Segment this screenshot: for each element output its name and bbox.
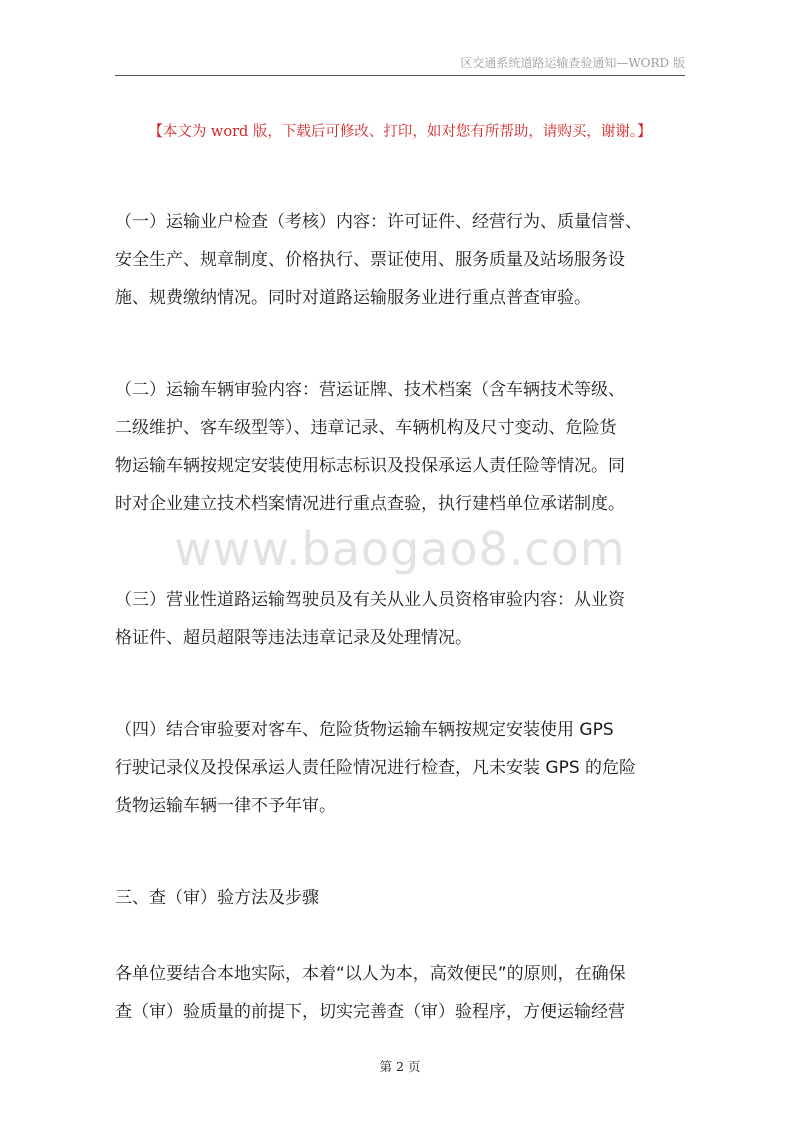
paragraph-driver-qualification bbox=[115, 581, 687, 657]
paragraph-line: （一）运输业户检查（考核）内容：许可证件、经营行为、质量信誉、 bbox=[115, 212, 642, 232]
paragraph-line: 施、规费缴纳情况。同时对道路运输服务业进行重点普查审验。 bbox=[115, 288, 591, 308]
paragraph-transport-operator-inspection bbox=[115, 203, 687, 317]
paragraph-line: 行驶记录仪及投保承运人责任险情况进行检查，凡未安装 GPS 的危险 bbox=[115, 758, 637, 778]
paragraph-gps-requirement bbox=[115, 711, 687, 825]
purchase-notice: 【本文为 word 版，下载后可修改、打印，如对您有所帮助，请购买，谢谢。】 bbox=[148, 124, 652, 140]
paragraph-line: 货物运输车辆一律不予年审。 bbox=[115, 796, 336, 816]
paragraph-line: 各单位要结合本地实际，本着“以人为本，高效便民”的原则，在确保 bbox=[115, 964, 626, 984]
paragraph-line: 安全生产、规章制度、价格执行、票证使用、服务质量及站场服务设 bbox=[115, 250, 625, 270]
paragraph-line: （三）营业性道路运输驾驶员及有关从业人员资格审验内容：从业资 bbox=[115, 590, 625, 610]
paragraph-line: （二）运输车辆审验内容：营运证牌、技术档案（含车辆技术等级、 bbox=[115, 380, 625, 400]
paragraph-line: （四）结合审验要对客车、危险货物运输车辆按规定安装使用 GPS bbox=[115, 720, 614, 740]
paragraph-line: 物运输车辆按规定安装使用标志标识及投保承运人责任险等情况。同 bbox=[115, 456, 625, 476]
paragraph-line: 格证件、超员超限等违法违章记录及处理情况。 bbox=[115, 628, 472, 648]
section-heading-text: 三、查（审）验方法及步骤 bbox=[115, 888, 319, 908]
paragraph-line: 时对企业建立技术档案情况进行重点查验，执行建档单位承诺制度。 bbox=[115, 494, 625, 514]
watermark: www.baogao8.com bbox=[174, 522, 626, 576]
page-header-title: 区交通系统道路运输查验通知—WORD 版 bbox=[460, 56, 685, 70]
header-divider bbox=[115, 75, 685, 76]
page-number: 第 2 页 bbox=[379, 1059, 421, 1074]
section-heading-methods bbox=[115, 879, 687, 917]
paragraph-line: 二级维护、客车级型等）、违章记录、车辆机构及尺寸变动、危险货 bbox=[115, 418, 617, 438]
paragraph-line: 查（审）验质量的前提下，切实完善查（审）验程序，方便运输经营 bbox=[115, 1002, 625, 1022]
paragraph-methods-intro bbox=[115, 955, 687, 1031]
paragraph-vehicle-inspection bbox=[115, 371, 687, 523]
